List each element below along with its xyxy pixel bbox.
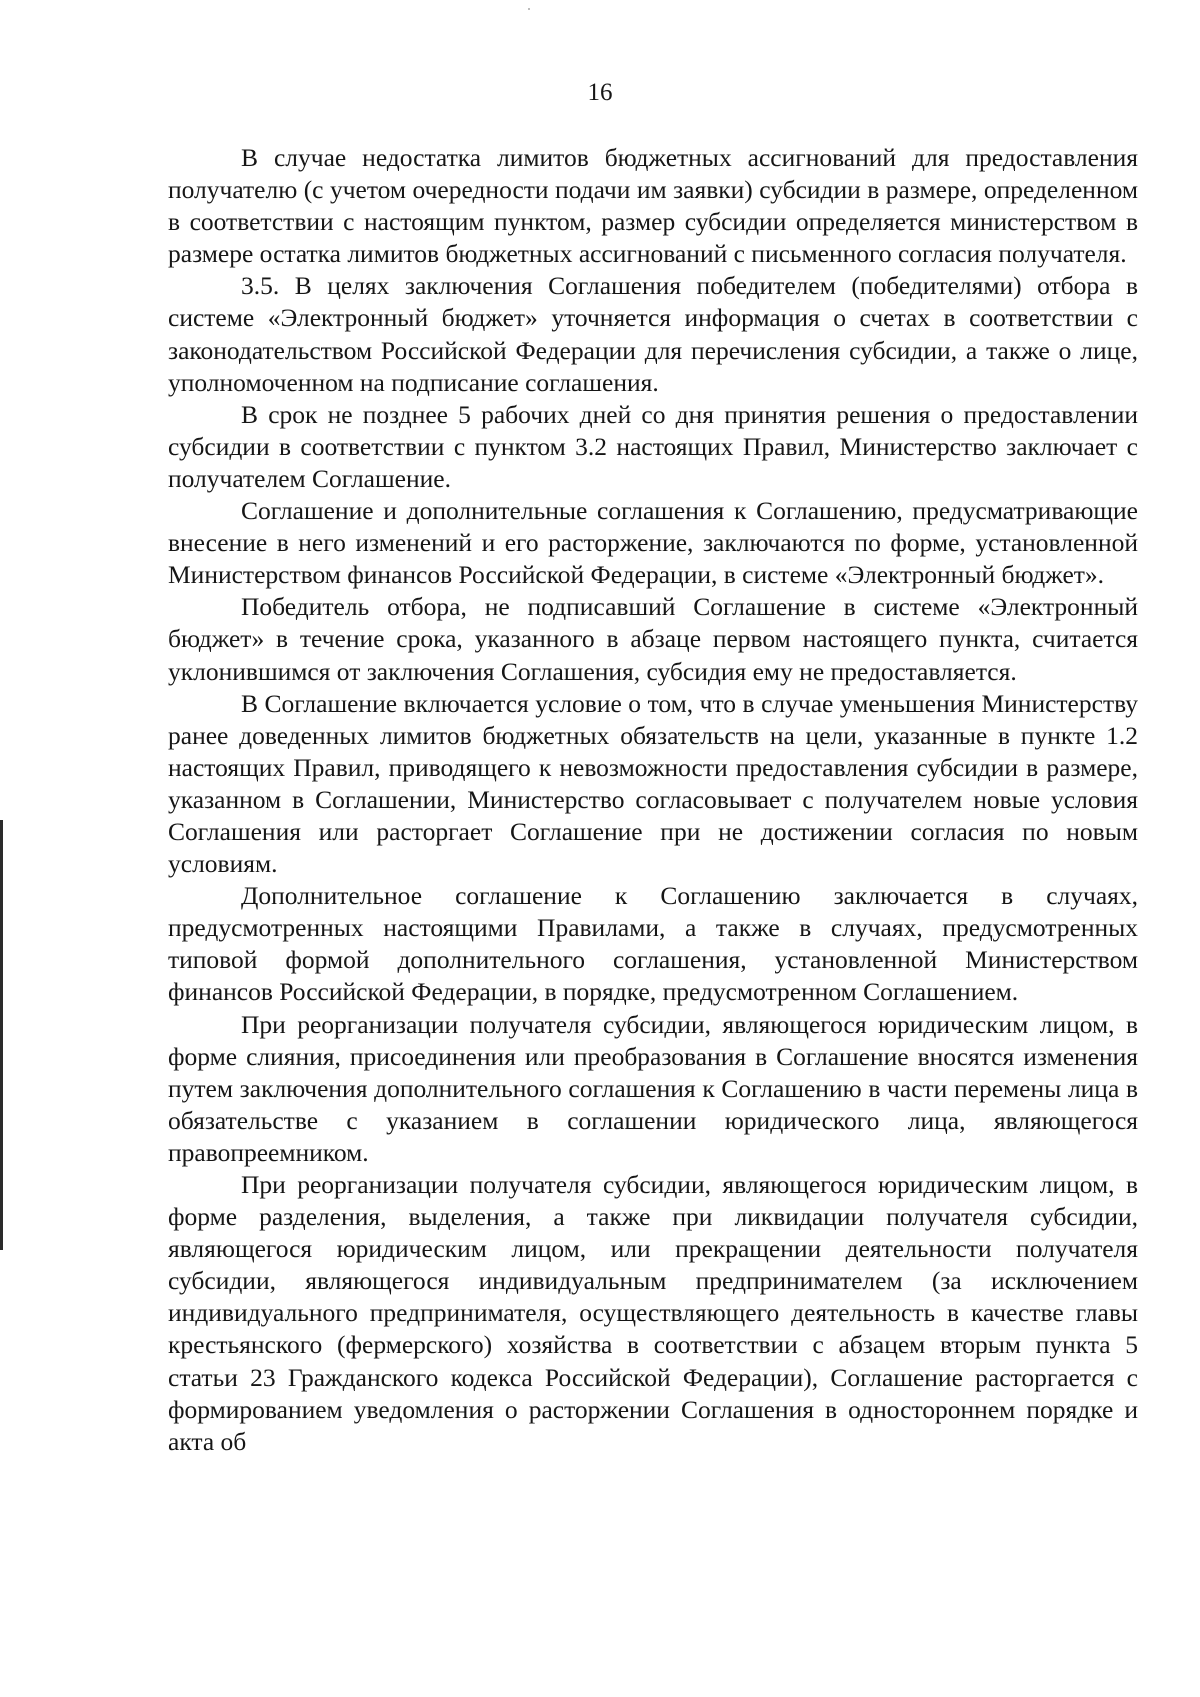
scan-artifact — [528, 8, 530, 10]
paragraph: 3.5. В целях заключения Соглашения победителем (победителями) отбора в системе «Электронный бюджет» уточняется информация о счетах в соответствии с законодательством Российской Федерации для перечисления субсидии, а также о лице, уполномоченном на подписание соглашения. — [168, 271, 1138, 397]
paragraph: При реорганизации получателя субсидии, являющегося юридическим лицом, в форме разделения, выделения, а также при ликвидации получателя субсидии, являющегося юридическим лицом, или прекращении деятельности получателя субсидии, являющегося индивидуальным предпринимателем (за исключением индивидуального предпринимателя, осуществляющего деятельность в качестве главы крестьянского (фермерского) хозяйства в соответствии с абзацем вторым пункта 5 статьи 23 Гражданского кодекса Российской Федерации), Соглашение расторгается с формированием уведомления о расторжении Соглашения в одностороннем порядке и акта об — [168, 1170, 1138, 1456]
scan-edge-shadow — [0, 820, 3, 1250]
paragraph: В случае недостатка лимитов бюджетных ассигнований для предоставления получателю (с учетом очередности подачи им заявки) субсидии в размере, определенном в соответствии с настоящим пунктом, размер субсидии определяется министерством в размере остатка лимитов бюджетных ассигнований с письменного согласия получателя. — [168, 143, 1138, 269]
paragraph: При реорганизации получателя субсидии, являющегося юридическим лицом, в форме слияния, присоединения или преобразования в Соглашение вносятся изменения путем заключения дополнительного соглашения к Соглашению в части перемены лица в обязательстве с указанием в соглашении юридического лица, являющегося правопреемником. — [168, 1009, 1138, 1167]
paragraph: Соглашение и дополнительные соглашения к Соглашению, предусматривающие внесение в него изменений и его расторжение, заключаются по форме, установленной Министерством финансов Российской Федерации, в системе «Электронный бюджет». — [168, 496, 1138, 590]
document-body — [168, 142, 1138, 1458]
paragraph: В Соглашение включается условие о том, что в случае уменьшения Министерству ранее доведенных лимитов бюджетных обязательств на цели, указанные в пункте 1.2 настоящих Правил, приводящего к невозможности предоставления субсидии в размере, указанном в Соглашении, Министерство согласовывает с получателем новые условия Соглашения или расторгает Соглашение при не достижении согласия по новым условиям. — [168, 688, 1138, 879]
paragraph: Победитель отбора, не подписавший Соглашение в системе «Электронный бюджет» в течение срока, указанного в абзаце первом настоящего пункта, считается уклонившимся от заключения Соглашения, субсидия ему не предоставляется. — [168, 592, 1138, 686]
paragraph: В срок не позднее 5 рабочих дней со дня принятия решения о предоставлении субсидии в соответствии с пунктом 3.2 настоящих Правил, Министерство заключает с получателем Соглашение. — [168, 399, 1138, 493]
page-number: 16 — [587, 79, 613, 106]
paragraph: Дополнительное соглашение к Соглашению заключается в случаях, предусмотренных настоящими Правилами, а также в случаях, предусмотренных типовой формой дополнительного соглашения, установленной Министерством финансов Российской Федерации, в порядке, предусмотренном Соглашением. — [168, 881, 1138, 1007]
